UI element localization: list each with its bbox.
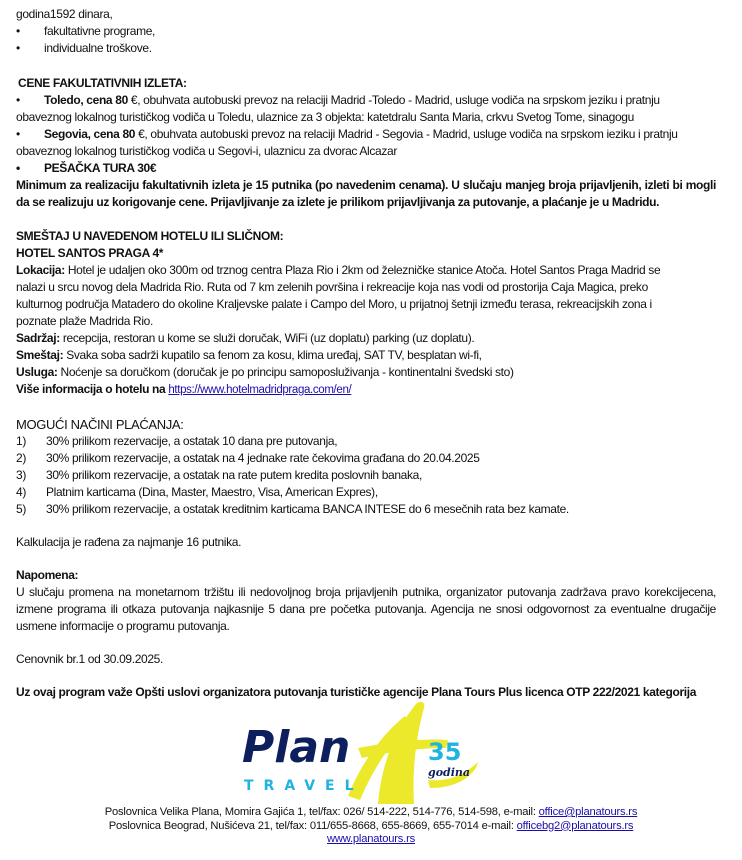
payment-item: 5) 30% prilikom rezervacije, a ostatak kreditnim karticama BANCA INTESE do 6 mesečnih rata bez kamate. bbox=[16, 502, 569, 516]
intro-bullet: • fakultativne programe, bbox=[16, 24, 156, 38]
plana-travel-logo bbox=[240, 696, 480, 806]
website-link[interactable]: www.planatours.rs bbox=[326, 833, 415, 845]
payment-item: 2) 30% prilikom rezervacije, a ostatak na 4 jednake rate čekovima građana do 20.04.2025 bbox=[16, 451, 480, 465]
bullet-icon: • bbox=[16, 127, 20, 141]
officebg2-email-link[interactable]: officebg2@planatours.rs bbox=[516, 819, 634, 832]
note-heading: Napomena: bbox=[16, 568, 79, 582]
bullet-icon: • bbox=[16, 41, 20, 55]
logo-years-label: godina bbox=[428, 766, 471, 779]
bullet-icon: • bbox=[16, 161, 20, 175]
excursion-segovia-details: obaveznog lokalnog turističkog vodiča u Segovi-i, ulaznicu za dvorac Alcazar bbox=[16, 144, 397, 158]
hotel-location-line: nalazi u srcu novog dela Madrida Rio. Ruta od 7 km zelenih površina i rekreacije koja nas vodi od prostorija Caja Magica, preko bbox=[16, 280, 648, 294]
excursion-toledo-details: obaveznog lokalnog turističkog vodiča u Toledu, ulaznice za 3 objekta: katetdralu Santa Maria, crkvu Svetog Tome, sinagogu bbox=[16, 110, 634, 124]
calculation-note: Kalkulacija je rađena za najmanje 16 putnika. bbox=[16, 535, 242, 549]
document-body bbox=[16, 0, 716, 701]
bullet-icon: • bbox=[16, 93, 20, 107]
excursion-walking-tour: • PEŠAČKA TURA 30€ bbox=[16, 161, 157, 175]
hotel-name: HOTEL SANTOS PRAGA 4* bbox=[16, 246, 164, 260]
hotel-heading: SMEŠTAJ U NAVEDENOM HOTELU ILI SLIČNOM: bbox=[16, 229, 284, 243]
terms-note: Uz ovaj program važe Opšti uslovi organizatora putovanja turističke agencije Plana Tours Plus licenca OTP 222/2021 kategorija bbox=[16, 685, 697, 699]
hotel-more-info: Više informacija o hotelu na https://www.hotelmadridpraga.com/en/ bbox=[16, 382, 352, 396]
hotel-service: Usluga: Noćenje sa doručkom (doručak je po principu samoposluživanja - kontinentalni švedski sto) bbox=[16, 365, 514, 379]
excursion-segovia: • Segovia, cena 80 €, obuhvata autobuski prevoz na relaciji Madrid - Segovia - Madrid, usluge vodiča na srpskom ieziku i pratnju bbox=[16, 127, 678, 141]
excursion-toledo: • Toledo, cena 80 €, obuhvata autobuski prevoz na relaciji Madrid -Toledo - Madrid, usluge vodiča na srpskom jeziku i pratnju bbox=[16, 93, 660, 107]
logo-word: Plan bbox=[242, 722, 351, 773]
hotel-location-line: poznate plaže Madrida Rio. bbox=[16, 314, 153, 328]
office-email-link[interactable]: office@planatours.rs bbox=[538, 806, 638, 818]
footer-line-velika-plana: Poslovnica Velika Plana, Momira Gajića 1, tel/fax: 026/ 514-222, 514-776, 514-598, e-mail: office@planatours.rs bbox=[104, 806, 638, 818]
hotel-location: Lokacija: Hotel je udaljen oko 300m od trznog centra Plaza Rio i 2km od železničke stanice Atoča. Hotel Santos Praga Madrid se bbox=[16, 263, 661, 277]
logo-years: 35 bbox=[428, 738, 462, 766]
hotel-location-line: kulturnog područja Matadero do okoline Kraljevske palate i Campo del Moro, u prijatnoj šetnji između terasa, rekreacijskih zona i bbox=[16, 297, 652, 311]
intro-line: godina1592 dinara, bbox=[16, 7, 113, 21]
intro-bullet: • individualne troškove. bbox=[16, 41, 152, 55]
hotel-website-link[interactable]: https://www.hotelmadridpraga.com/en/ bbox=[168, 384, 352, 396]
payment-heading: MOGUĆI NAČINI PLAĆANJA: bbox=[16, 417, 184, 432]
payment-item: 3) 30% prilikom rezervacije, a ostatak na rate putem kredita poslovnih banaka, bbox=[16, 468, 422, 482]
note-text: U slučaju promena na monetarnom tržištu ili nedovoljnog broja prijavljenih putnika, organizator putovanja zadržava pravo korekcijecena, izmene programa ili otkaza putovanja najkasnije 5 dana pre početka putovanja. Agencija ne snosi odgovornost za eventualne drugačije usmene informacije o programu putovanja. bbox=[16, 585, 716, 633]
hotel-rooms: Smeštaj: Svaka soba sadrži kupatilo sa fenom za kosu, klima uređaj, SAT TV, besplatan wi-fi, bbox=[16, 348, 482, 362]
payment-item: 4) Platnim karticama (Dina, Master, Maestro, Visa, American Expres), bbox=[16, 485, 378, 499]
logo-graphic bbox=[240, 696, 480, 806]
footer bbox=[0, 806, 742, 847]
pricelist-label: Cenovnik br.1 od 30.09.2025. bbox=[16, 652, 163, 666]
excursions-minimum-note: Minimum za realizaciju fakultativnih izleta je 15 putnika (po navedenim cenama). U slučaju manjeg broja prijavljenih, izleti bi mogli da se realizuju uz korigovanje cene. Prijavljivanje za izlete je prilikom prijavljivanja za putovanje, a plaćanje je u Madridu. bbox=[16, 178, 716, 209]
logo-subtitle: TRAVEL bbox=[244, 778, 364, 794]
hotel-content: Sadržaj: recepcija, restoran u kome se služi doručak, WiFi (uz doplatu) parking (uz doplatu). bbox=[16, 331, 475, 345]
payment-item: 1) 30% prilikom rezervacije, a ostatak 10 dana pre putovanja, bbox=[16, 434, 338, 448]
footer-line-beograd: Poslovnica Beograd, Nušićeva 21, tel/fax: 011/655-8668, 655-8669, 655-7014 e-mail: officebg2@planatours.rs bbox=[108, 819, 634, 832]
excursions-heading: CENE FAKULTATIVNIH IZLETA: bbox=[18, 76, 187, 90]
footer-website bbox=[0, 833, 742, 847]
bullet-icon: • bbox=[16, 24, 20, 38]
